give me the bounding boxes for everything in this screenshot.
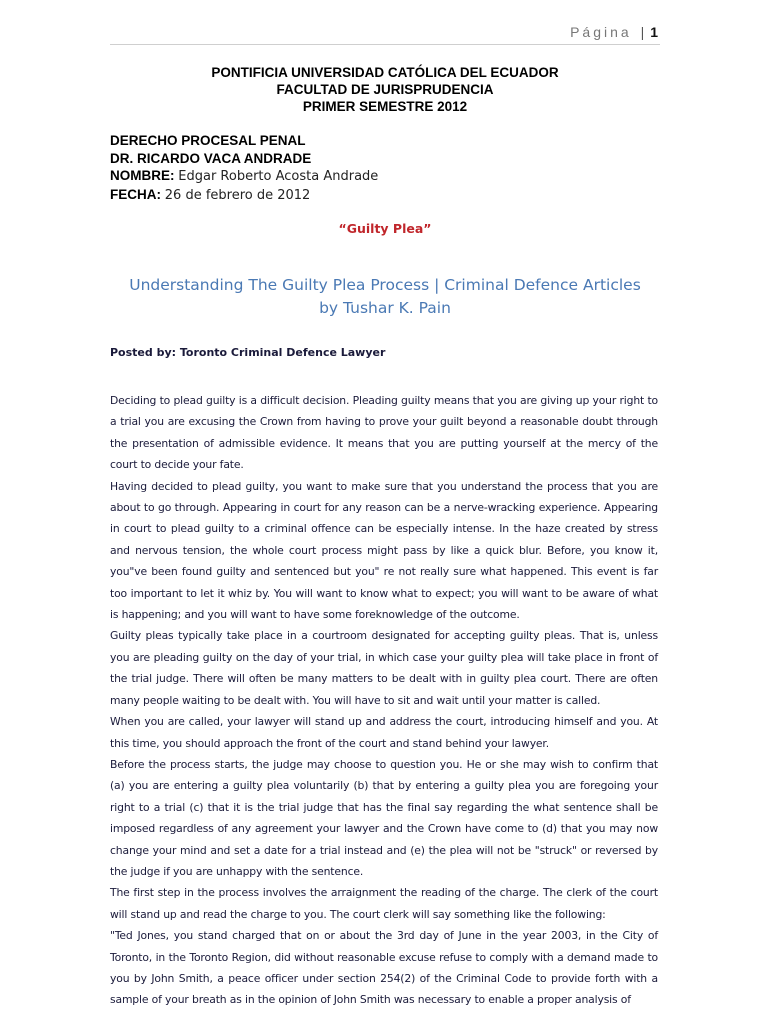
institution-block <box>110 64 660 115</box>
article-title-line-1: Understanding The Guilty Plea Process | Criminal Defence Articles <box>129 276 641 294</box>
paragraph: Guilty pleas typically take place in a courtroom designated for accepting guilty pleas. That is, unless you are pleading guilty on the day of your trial, in which case your guilty plea will take place in front of the trial judge. There will often be many matters to be dealt with in guilty plea court. There are often many people waiting to be dealt with. You will have to sit and wait until your matter is called. <box>110 629 658 707</box>
document-title: “Guilty Plea” <box>338 221 432 236</box>
paragraph: "Ted Jones, you stand charged that on or about the 3rd day of June in the year 2003, in the City of Toronto, in the Toronto Region, did without reasonable excuse refuse to comply with a demand made to you by John Smith, a peace officer under section 254(2) of the Criminal Code to provide forth with a sample of your breath as in the opinion of John Smith was necessary to enable a proper analysis of <box>110 929 658 1007</box>
header-divider <box>110 44 660 45</box>
page-separator: | <box>640 24 645 40</box>
article-body <box>110 390 658 1011</box>
semester: PRIMER SEMESTRE 2012 <box>302 99 468 114</box>
article-title-line-2: by Tushar K. Pain <box>319 299 451 317</box>
faculty-name: FACULTAD DE JURISPRUDENCIA <box>276 82 494 97</box>
professor-name: DR. RICARDO VACA ANDRADE <box>110 150 312 166</box>
name-label: NOMBRE: <box>110 168 175 183</box>
paragraph: Before the process starts, the judge may choose to question you. He or she may wish to confirm that (a) you are entering a guilty plea voluntarily (b) that by entering a guilty plea you are foregoing your right to a trial (c) that it is the trial judge that has the final say regarding the what sentence shall be imposed regardless of any agreement your lawyer and the Crown have come to (d) that you may now change your mind and set a date for a trial instead and (e) the plea will not be "struck" or reversed by the judge if you are unhappy with the sentence. <box>110 757 658 878</box>
date-value: 26 de febrero de 2012 <box>164 187 311 203</box>
date-label: FECHA: <box>110 186 161 202</box>
paragraph: The first step in the process involves the arraignment the reading of the charge. The clerk of the court will stand up and read the charge to you. The court clerk will say something like the following: <box>110 886 658 921</box>
posted-by: Posted by: Toronto Criminal Defence Lawyer <box>110 346 386 359</box>
page-label: Página <box>570 24 632 40</box>
article-title <box>110 274 660 320</box>
page-number: 1 <box>650 24 658 40</box>
paragraph: Deciding to plead guilty is a difficult decision. Pleading guilty means that you are giving up your right to a trial you are excusing the Crown from having to prove your guilt beyond a reasonable doubt through the presentation of admissible evidence. It means that you are putting yourself at the mercy of the court to decide your fate. <box>110 394 658 472</box>
page-header <box>570 24 658 40</box>
paragraph: Having decided to plead guilty, you want to make sure that you understand the process that you are about to go through. Appearing in court for any reason can be a nerve-wracking experience. Appearing in court to plead guilty to a criminal offence can be especially intense. In the haze created by stress and nervous tension, the whole court process might pass by like a quick blur. Before, you know it, you"ve been found guilty and sentenced but you" re not really sure what happened. This event is far too important to let it whiz by. You will want to know what to expect; you will want to be aware of what is happening; and you will want to have some foreknowledge of the outcome. <box>110 479 658 622</box>
name-value: Edgar Roberto Acosta Andrade <box>178 169 379 184</box>
course-name: DERECHO PROCESAL PENAL <box>110 133 306 148</box>
institution-name: PONTIFICIA UNIVERSIDAD CATÓLICA DEL ECUADOR <box>211 65 559 80</box>
paragraph: When you are called, your lawyer will stand up and address the court, introducing himself and you. At this time, you should approach the front of the court and stand behind your lawyer. <box>110 715 658 750</box>
student-info <box>110 132 660 204</box>
